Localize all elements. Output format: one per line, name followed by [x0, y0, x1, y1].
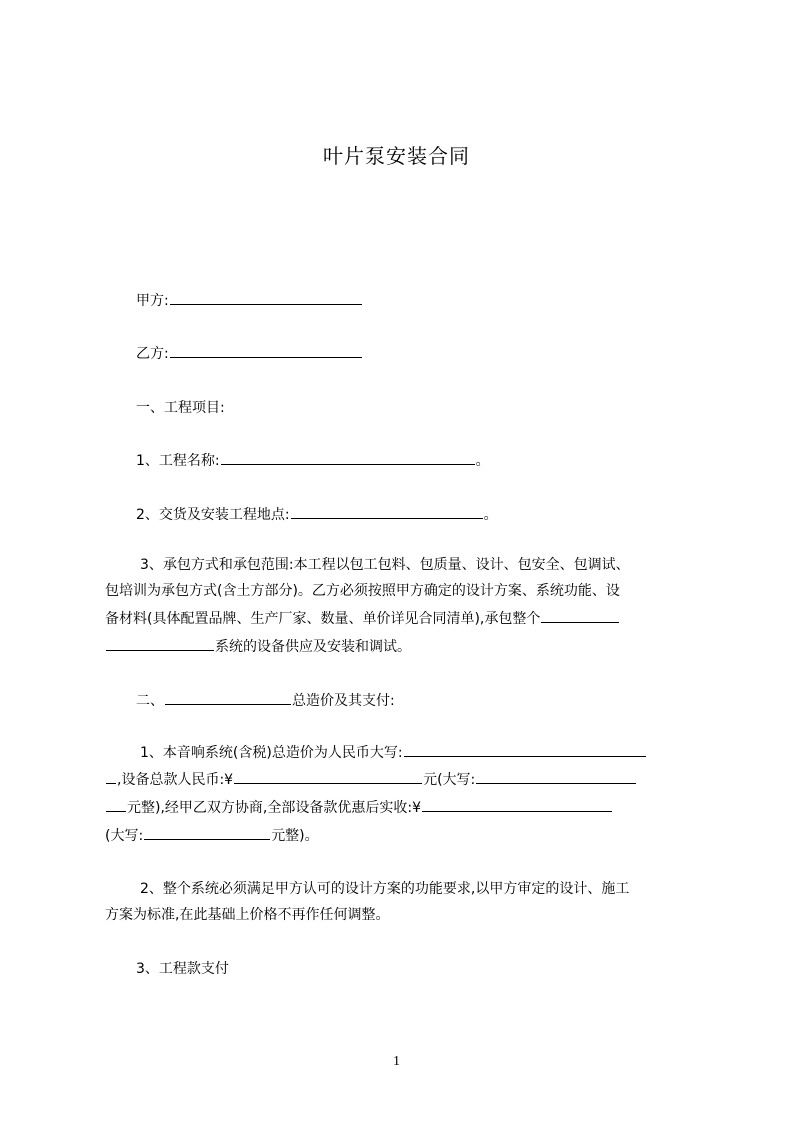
item3-line4-text: 系统的设备供应及安装和调试。 — [215, 639, 411, 655]
item3-line3 — [105, 608, 620, 630]
item2-blank — [291, 504, 483, 519]
price-blank-actual-capital — [144, 825, 270, 840]
party-a-label: 甲方: — [136, 293, 169, 309]
item2-label: 2、交货及安装工程地点: — [136, 507, 290, 523]
party-a-blank — [170, 290, 362, 305]
price-blank-cont2 — [106, 797, 126, 812]
item3-line3-text: 备材料(具体配置品牌、生产厂家、数量、单价详见合同清单),承包整个 — [105, 611, 541, 627]
price-line1 — [140, 742, 647, 764]
item1-label: 1、工程名称: — [136, 453, 220, 469]
price-line4-a: (大写: — [105, 828, 144, 844]
item1-blank — [221, 450, 475, 465]
item1-end: 。 — [475, 453, 490, 469]
item3-line4 — [105, 636, 411, 658]
page-number: 1 — [393, 1054, 400, 1069]
party-a-line — [136, 290, 363, 312]
item3-blank-b — [106, 636, 214, 651]
party-b-label: 乙方: — [136, 346, 169, 362]
item2-line — [136, 504, 498, 526]
document-title: 叶片泵安装合同 — [323, 144, 470, 168]
price-blank-capital — [404, 742, 646, 757]
section2-blank — [165, 690, 291, 705]
price-line3 — [105, 797, 613, 819]
item1-line — [136, 450, 490, 472]
req-line2: 方案为标准,在此基础上价格不再作任何调整。 — [105, 907, 390, 923]
price-line1-text: 1、本音响系统(含税)总造价为人民币大写: — [140, 745, 403, 761]
price-blank-amount-capital — [476, 769, 636, 784]
section2-suffix: 总造价及其支付: — [292, 693, 395, 709]
price-blank-amount — [234, 769, 422, 784]
price-blank-cont — [106, 769, 116, 784]
section2-heading — [136, 690, 395, 712]
price-line2-a: ,设备总款人民币:¥ — [117, 772, 234, 788]
price-line4 — [105, 825, 319, 847]
item2-end: 。 — [483, 507, 498, 523]
price-line3-a: 元整),经甲乙双方协商,全部设备款优惠后实收:¥ — [127, 800, 421, 816]
party-b-blank — [170, 343, 362, 358]
price-blank-actual — [422, 797, 612, 812]
req-line1: 2、整个系统必须满足甲方认可的设计方案的功能要求,以甲方审定的设计、施工 — [140, 881, 630, 897]
party-b-line — [136, 343, 363, 365]
item3-line2: 包培训为承包方式(含土方部分)。乙方必须按照甲方确定的设计方案、系统功能、设 — [105, 583, 620, 599]
section1-heading: 一、工程项目: — [136, 400, 225, 416]
section2-prefix: 二、 — [136, 693, 164, 709]
price-line2 — [105, 769, 637, 791]
price-line4-b: 元整)。 — [271, 828, 319, 844]
price-line2-b: 元(大写: — [423, 772, 476, 788]
item3-blank-a — [541, 608, 619, 623]
item3-line1: 3、承包方式和承包范围:本工程以包工包料、包质量、设计、包安全、包调试、 — [140, 557, 630, 573]
payment-heading: 3、工程款支付 — [136, 961, 229, 977]
